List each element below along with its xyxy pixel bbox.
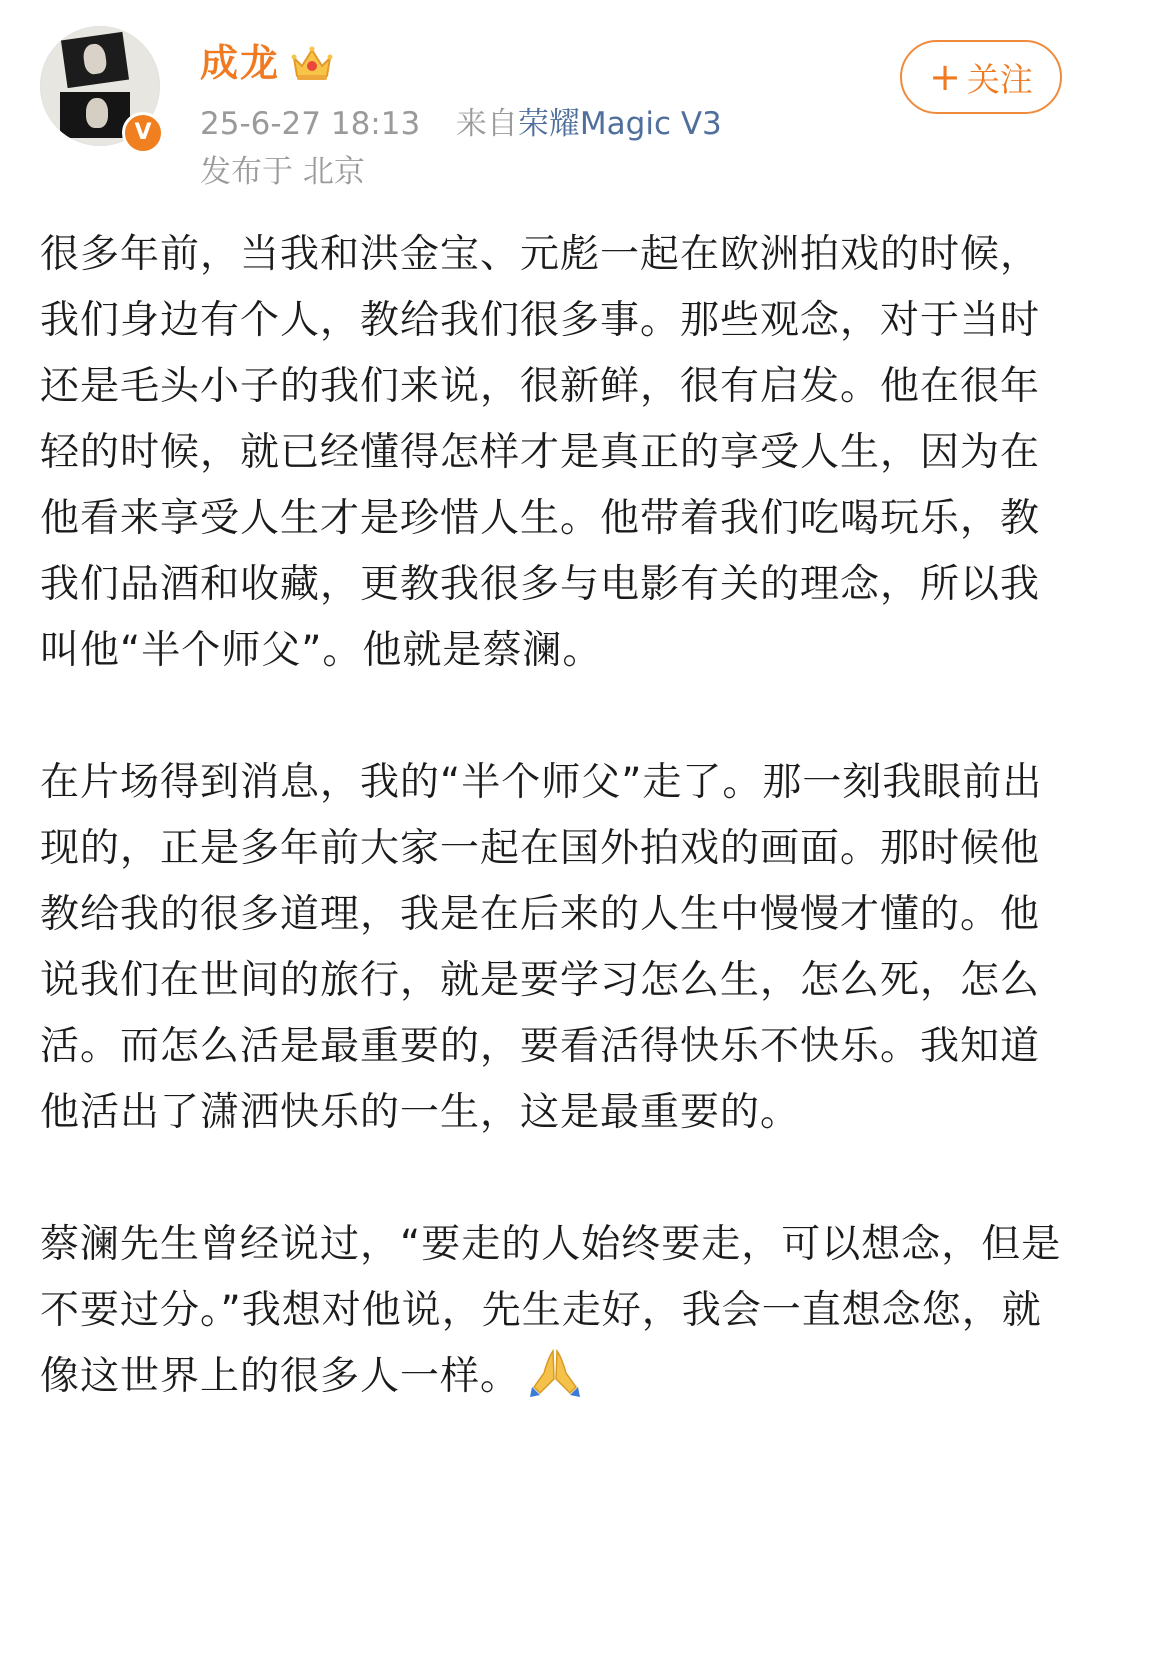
source-prefix: 来自 — [455, 106, 518, 142]
plus-icon: + — [929, 55, 961, 99]
praying-hands-icon — [526, 1347, 584, 1397]
post-body — [40, 222, 1075, 1410]
avatar-photo-bottom — [60, 92, 130, 138]
post-location: 发布于 北京 — [200, 154, 365, 190]
post-paragraph-3-text: 蔡澜先生曾经说过，“要走的人始终要走，可以想念，但是不要过分。”我想对他说，先生走好，我会一直想念您，就像这世界上的很多人一样。 — [40, 1222, 1062, 1399]
post-paragraph-3 — [40, 1212, 1075, 1410]
post-meta — [200, 102, 722, 146]
source-device-link[interactable]: 荣耀Magic V3 — [517, 106, 722, 142]
post-paragraph-2: 在片场得到消息，我的“半个师父”走了。那一刻我眼前出现的，正是多年前大家一起在国外拍戏的画面。那时候他教给我的很多道理，我是在后来的人生中慢慢才懂的。他说我们在世间的旅行，就是要学习怎么生，怎么死，怎么活。而怎么活是最重要的，要看活得快乐不快乐。我知道他活出了潇洒快乐的一生，这是最重要的。 — [40, 760, 1043, 1135]
follow-label: 关注 — [966, 59, 1033, 99]
avatar-photo-top — [61, 32, 129, 88]
verified-v-icon: V — [122, 112, 164, 154]
author-name[interactable]: 成龙 — [200, 41, 281, 85]
post-paragraph-1: 很多年前，当我和洪金宝、元彪一起在欧洲拍戏的时候，我们身边有个人，教给我们很多事。那些观念，对于当时还是毛头小子的我们来说，很新鲜，很有启发。他在很年轻的时候，就已经懂得怎样才是真正的享受人生，因为在他看来享受人生才是珍惜人生。他带着我们吃喝玩乐，教我们品酒和收藏，更教我很多与电影有关的理念，所以我叫他“半个师父”。他就是蔡澜。 — [40, 232, 1041, 673]
post-timestamp: 25-6-27 18:13 — [200, 106, 421, 142]
crown-icon[interactable] — [290, 44, 334, 84]
follow-button[interactable] — [900, 40, 1062, 114]
